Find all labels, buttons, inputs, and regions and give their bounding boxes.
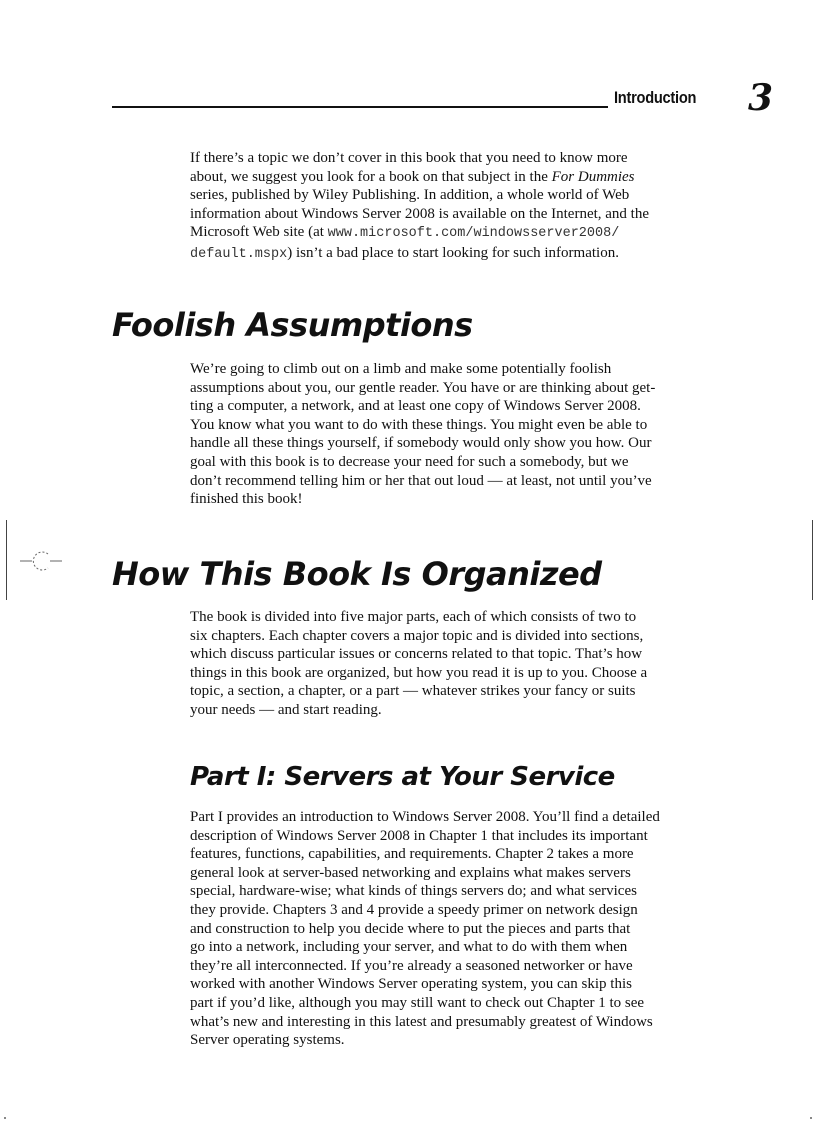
text-line: what’s new and interesting in this latest and presumably greatest of Windows	[190, 1013, 653, 1030]
text-line: series, published by Wiley Publishing. In addition, a whole world of Web	[190, 187, 630, 204]
url-text: www.microsoft.com/windowsserver2008/	[327, 226, 620, 242]
series-name: For Dummies	[551, 168, 635, 185]
url-text: default.mspx	[190, 246, 288, 262]
text-line: worked with another Windows Server operating system, you can skip this	[190, 976, 632, 993]
text-line: handle all these things yourself, if somebody would only show you how. Our	[190, 435, 652, 452]
text-fragment: Microsoft Web site (at	[190, 224, 328, 241]
text-line: your needs — and start reading.	[190, 701, 382, 718]
text-line: ting a computer, a network, and at least one copy of Windows Server 2008.	[190, 398, 641, 415]
text-line: finished this book!	[190, 491, 303, 508]
corner-mark	[810, 1117, 812, 1119]
text-line: don’t recommend telling him or her that out loud — at least, not until you’ve	[190, 472, 652, 489]
text-line: special, hardware-wise; what kinds of things servers do; and what services	[190, 883, 637, 900]
heading-book-organization: How This Book Is Organized	[112, 555, 602, 593]
crop-mark-right	[812, 520, 813, 600]
text-line: Server operating systems.	[190, 1032, 345, 1049]
text-line	[190, 168, 710, 187]
heading-foolish-assumptions: Foolish Assumptions	[112, 306, 473, 344]
text-line: description of Windows Server 2008 in Chapter 1 that includes its important	[190, 827, 648, 844]
text-line: goal with this book is to decrease your need for such a somebody, but we	[190, 453, 629, 470]
text-line: they provide. Chapters 3 and 4 provide a speedy primer on network design	[190, 901, 638, 918]
text-line: information about Windows Server 2008 is available on the Internet, and the	[190, 205, 650, 222]
book-organization-paragraph	[190, 608, 710, 720]
text-line	[190, 244, 710, 265]
text-line: If there’s a topic we don’t cover in this book that you need to know more	[190, 150, 628, 166]
header-rule	[112, 106, 608, 108]
text-line: general look at server-based networking and explains what makes servers	[190, 864, 631, 881]
text-line: We’re going to climb out on a limb and make some potentially foolish	[190, 361, 612, 377]
text-line: and construction to help you decide where to put the pieces and parts that	[190, 920, 631, 937]
heading-part1: Part I: Servers at Your Service	[190, 762, 615, 792]
crop-mark-left	[6, 520, 7, 600]
registration-mark-icon	[18, 546, 64, 576]
intro-paragraph	[190, 149, 710, 265]
text-line: features, functions, capabilities, and requirements. Chapter 2 takes a more	[190, 846, 634, 863]
text-line: assumptions about you, our gentle reader. You have or are thinking about get-	[190, 379, 656, 396]
text-fragment: about, we suggest you look for a book on that subject in the	[190, 168, 552, 185]
text-line: things in this book are organized, but how you read it is up to you. Choose a	[190, 664, 648, 681]
text-line: Part I provides an introduction to Windows Server 2008. You’ll find a detailed	[190, 809, 660, 825]
corner-mark	[4, 1117, 6, 1119]
running-header-title: Introduction	[614, 88, 697, 107]
text-line: topic, a section, a chapter, or a part — whatever strikes your fancy or suits	[190, 683, 636, 700]
page-number: 3	[748, 77, 774, 119]
part1-paragraph	[190, 808, 710, 1050]
text-line: they’re all interconnected. If you’re already a seasoned networker or have	[190, 957, 633, 974]
foolish-assumptions-paragraph	[190, 360, 710, 509]
text-line	[190, 223, 710, 244]
text-line: You know what you want to do with these things. You might even be able to	[190, 416, 648, 433]
text-line: The book is divided into five major parts, each of which consists of two to	[190, 609, 637, 625]
text-line: go into a network, including your server, and what to do with them when	[190, 939, 628, 956]
text-line: part if you’d like, although you may still want to check out Chapter 1 to see	[190, 994, 645, 1011]
text-line: which discuss particular issues or concerns related to that topic. That’s how	[190, 646, 643, 663]
text-line: six chapters. Each chapter covers a major topic and is divided into sections,	[190, 627, 644, 644]
text-fragment: ) isn’t a bad place to start looking for such information.	[287, 244, 619, 261]
